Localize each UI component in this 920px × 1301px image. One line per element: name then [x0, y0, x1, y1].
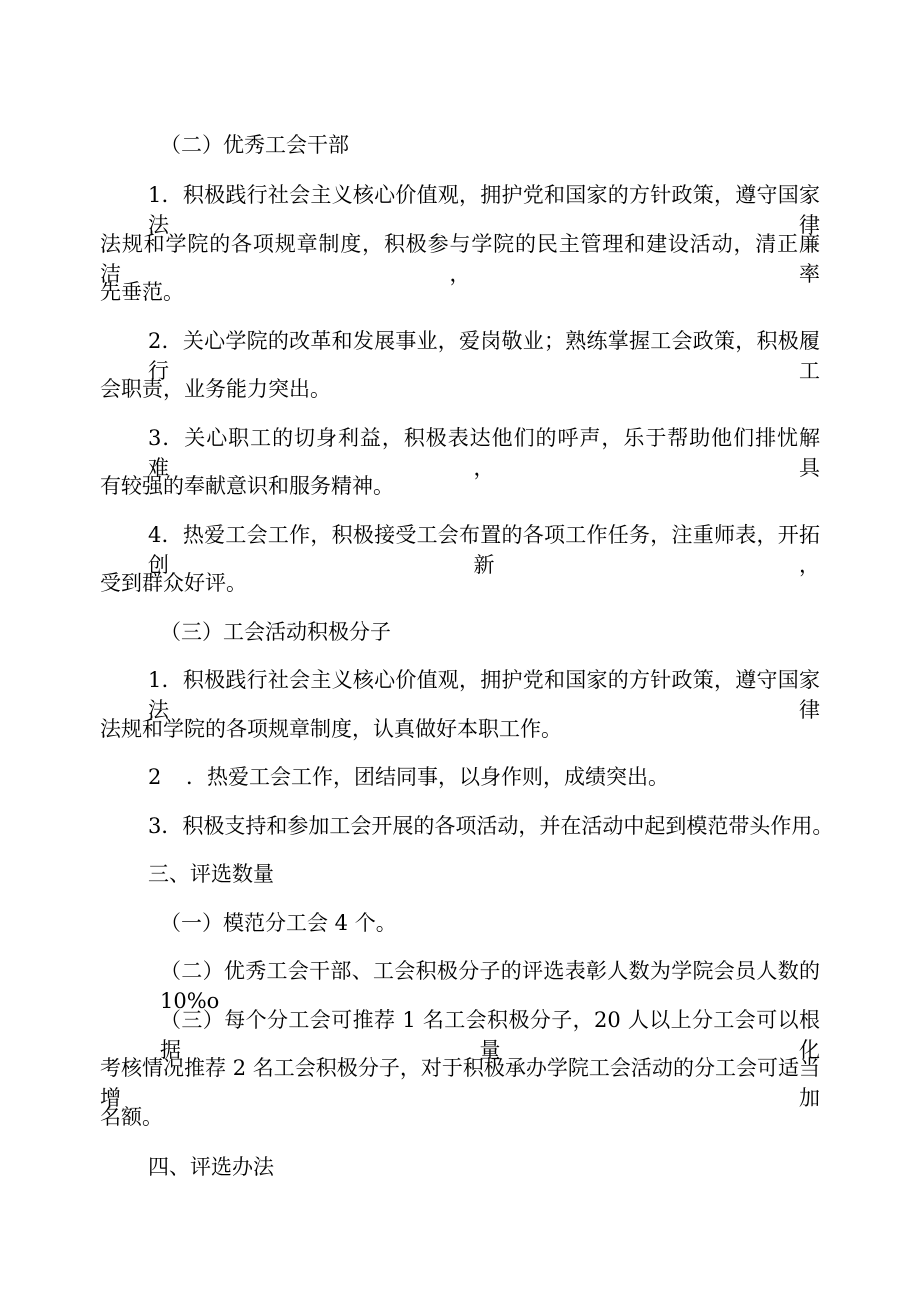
part-heading-selection-method: 四、评选办法	[148, 1155, 274, 1179]
paragraph-line: （三）每个分工会可推荐 1 名工会积极分子，20 人以上分工会可以根据量化	[160, 1008, 820, 1062]
paragraph-line: 1．积极践行社会主义核心价值观，拥护党和国家的方针政策，遵守国家法律	[148, 668, 820, 722]
paragraph-line: 2．关心学院的改革和发展事业，爱岗敬业；熟练掌握工会政策，积极履行工	[148, 329, 820, 383]
paragraph-line: 先垂范。	[100, 280, 184, 304]
paragraph-line: 法规和学院的各项规章制度，认真做好本职工作。	[100, 717, 562, 741]
paragraph-line: 4．热爱工会工作，积极接受工会布置的各项工作任务，注重师表，开拓创新，	[148, 523, 820, 577]
paragraph-line: 3．积极支持和参加工会开展的各项活动，并在活动中起到模范带头作用。	[148, 814, 834, 838]
part-heading-selection-quantity: 三、评选数量	[148, 862, 274, 886]
paragraph-line: 考核情况推荐 2 名工会积极分子，对于积极承办学院工会活动的分工会可适当增加	[100, 1056, 820, 1110]
paragraph-line: ．热爱工会工作，团结同事，以身作则，成绩突出。	[186, 765, 669, 789]
paragraph-line: （二）优秀工会干部、工会积极分子的评选表彰人数为学院会员人数的 10%o	[160, 959, 820, 1013]
paragraph-line: 1．积极践行社会主义核心价值观，拥护党和国家的方针政策，遵守国家法律	[148, 183, 820, 237]
paragraph-line: 有较强的奉献意识和服务精神。	[100, 474, 394, 498]
section-heading-outstanding-cadres: （二）优秀工会干部	[160, 133, 349, 157]
paragraph-line: 会职责，业务能力突出。	[100, 377, 331, 401]
paragraph-line: 3．关心职工的切身利益，积极表达他们的呼声，乐于帮助他们排忧解难，具	[148, 426, 820, 480]
paragraph-line: 法规和学院的各项规章制度，积极参与学院的民主管理和建设活动，清正廉洁，率	[100, 232, 820, 286]
paragraph-line: （一）模范分工会 4 个。	[160, 911, 397, 935]
paragraph-line: 名额。	[100, 1105, 163, 1129]
section-heading-activists: （三）工会活动积极分子	[160, 620, 391, 644]
paragraph-line: 受到群众好评。	[100, 571, 247, 595]
paragraph-line-number: 2	[148, 765, 162, 789]
